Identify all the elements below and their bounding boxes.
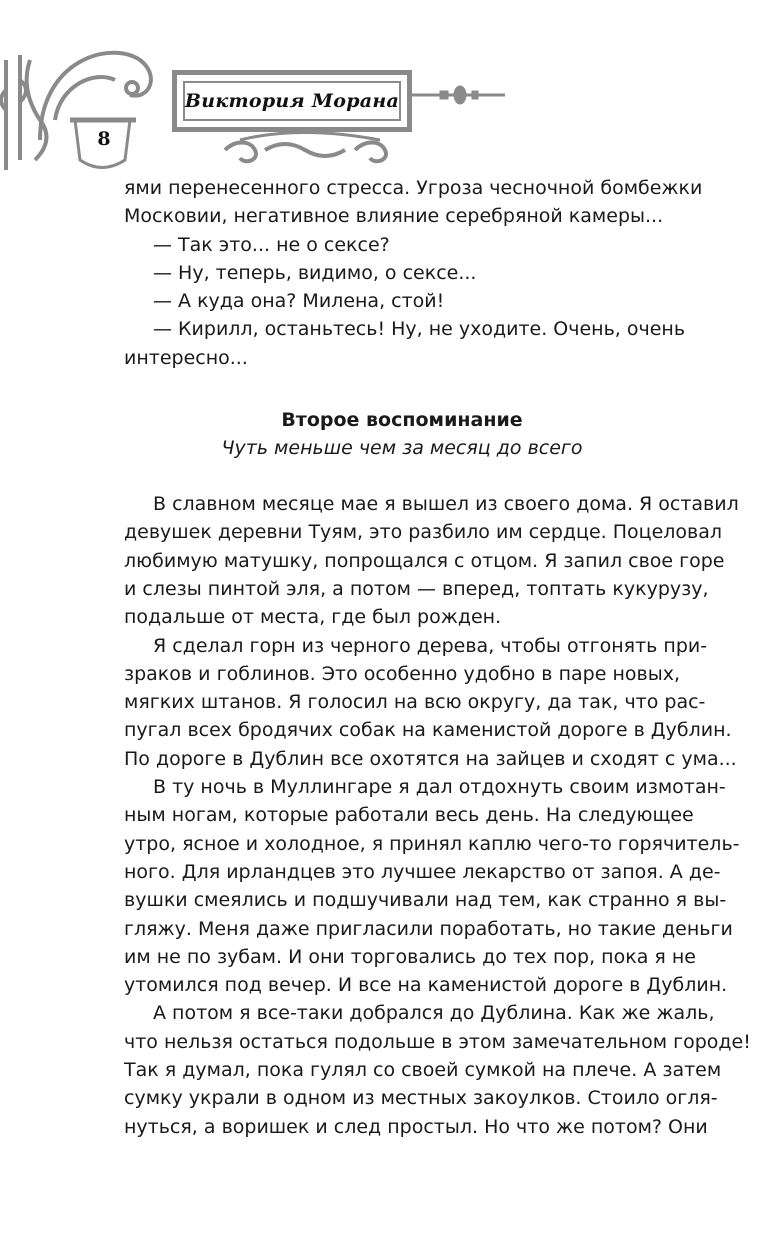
- text-line: ями перенесенного стресса. Угроза чесночной бомбежки: [124, 177, 703, 199]
- text-line: пугал всех бродячих собак на каменистой дороге в Дублин.: [124, 719, 732, 742]
- text-line: что нельзя остаться подольше в этом замечательном городе!: [124, 1030, 751, 1053]
- text-line: утро, ясное и холодное, я принял каплю чего-то горячитель-: [124, 832, 740, 855]
- paragraph-1: [124, 490, 739, 631]
- paragraph-4: [124, 999, 751, 1140]
- running-title-frame: [183, 81, 401, 121]
- running-title-plate: [172, 70, 412, 132]
- page-number: 8: [97, 128, 111, 150]
- text-line: Так я думал, пока гулял со своей сумкой на плече. А затем: [124, 1059, 722, 1082]
- text-line: любимую матушку, попрощался с отцом. Я запил свое горе: [124, 549, 725, 572]
- text-line: ного. Для ирландцев это лучшее лекарство от запоя. А де-: [124, 860, 721, 883]
- text-line: и слезы пинтой эля, а потом — вперед, топтать кукурузу,: [124, 577, 709, 600]
- text-line: утомился под вечер. И все на каменистой дороге в Дублин.: [124, 974, 728, 997]
- page-body: [124, 174, 751, 1141]
- text-line: сумку украли в одном из местных закоулков. Стоило огля-: [124, 1087, 718, 1110]
- text-line: Московии, негативное влияние серебряной камеры...: [124, 205, 664, 228]
- dialog-line: — Ну, теперь, видимо, о сексе...: [153, 261, 477, 284]
- text-line: А потом я все-таки добрался до Дублина. Как же жаль,: [153, 1002, 715, 1025]
- text-line: подальше от места, где был рожден.: [124, 606, 502, 629]
- text-line: По дороге в Дублин все охотятся на зайцев и сходят с ума...: [124, 747, 737, 770]
- text-line: гляжу. Меня даже пригласили поработать, но такие деньги: [124, 917, 733, 940]
- text-line: В славном месяце мае я вышел из своего дома. Я оставил: [153, 493, 739, 516]
- text-line: зраков и гоблинов. Это особенно удобно в паре новых,: [124, 662, 680, 685]
- text-line: ным ногам, которые работали весь день. На следующее: [124, 804, 694, 827]
- section-title: Второе воспоминание: [281, 409, 523, 432]
- text-line: мягких штанов. Я голосил на всю округу, да так, что рас-: [124, 691, 706, 714]
- dialog-line: — А куда она? Милена, стой!: [153, 290, 445, 313]
- text-line: нуться, а воришек и след простыл. Но что же потом? Они: [124, 1115, 708, 1138]
- text-line: Я сделал горн из черного дерева, чтобы отгонять при-: [153, 634, 708, 657]
- text-line: им не по зубам. И они торговались до тех пор, пока я не: [124, 945, 696, 968]
- dialog-line: — Так это... не о сексе?: [153, 233, 390, 256]
- paragraph-2: [124, 632, 737, 773]
- text-line: девушек деревни Туям, это разбило им сердце. Поцеловал: [124, 521, 723, 544]
- text-line: вушки смеялись и подшучивали над тем, как странно я вы-: [124, 889, 727, 912]
- running-title: Виктория Морана: [184, 90, 400, 112]
- text-line: В ту ночь в Муллингаре я дал отдохнуть своим измотан-: [153, 776, 726, 799]
- paragraph-3: [124, 773, 740, 999]
- dialog-line: интересно...: [124, 346, 248, 369]
- section-subtitle: Чуть меньше чем за месяц до всего: [221, 437, 583, 460]
- dialog-line: — Кирилл, останьтесь! Ну, не уходите. Очень, очень: [153, 318, 686, 341]
